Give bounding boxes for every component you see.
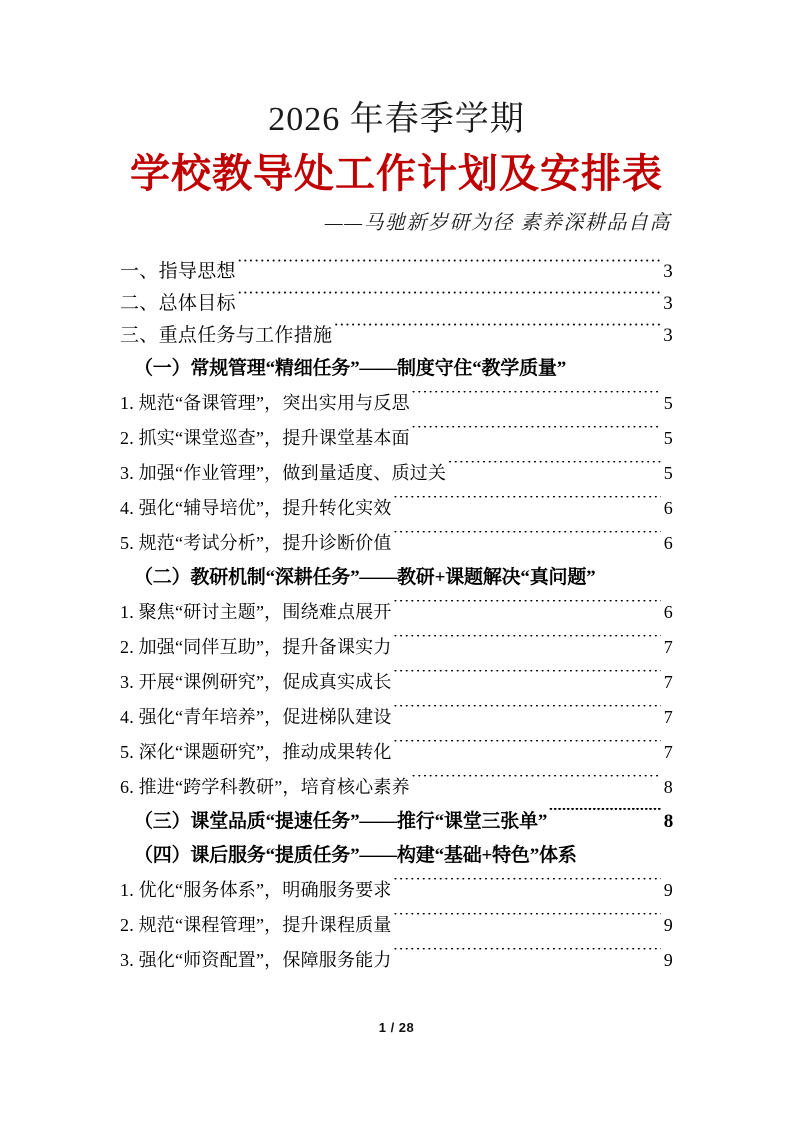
toc-dot-leader [237,258,660,277]
toc-dot-leader [411,426,661,444]
toc-entry[interactable] [120,665,673,700]
toc-entry-label: 1. 优化“服务体系”，明确服务要求 [120,880,392,900]
toc-entry-label: 5. 规范“考试分析”，提升诊断价值 [120,533,392,553]
toc-entry-page-number: 3 [663,261,673,282]
toc-entry-label: 2. 抓实“课堂巡查”，提升课堂基本面 [120,428,410,448]
toc-entry-page-number: 8 [663,811,673,832]
toc-entry[interactable] [120,943,673,978]
toc-entry[interactable] [120,526,673,561]
toc-entry-label: （三）课堂品质“提速任务”——推行“课堂三张单” [134,811,548,832]
toc-entry-page-number: 6 [663,533,673,553]
toc-entry[interactable] [120,839,673,873]
toc-entry-page-number: 9 [663,950,673,970]
toc-dot-leader [393,531,661,549]
toc-entry[interactable] [120,873,673,908]
toc-entry-label: 5. 深化“课题研究”，推动成果转化 [120,742,392,762]
toc-entry-page-number: 5 [663,463,673,483]
toc-entry[interactable] [120,352,673,386]
toc-dot-leader [393,635,661,653]
toc-dot-leader [393,496,661,514]
toc-dot-leader [447,461,661,479]
toc-entry-page-number: 6 [663,602,673,622]
toc-dot-leader [411,391,661,409]
toc-entry-label: （四）课后服务“提质任务”——构建“基础+特色”体系 [134,845,577,866]
toc-dot-leader [393,878,661,896]
toc-entry[interactable] [120,491,673,526]
toc-entry[interactable] [120,700,673,735]
toc-entry-page-number: 9 [663,880,673,900]
toc-entry-label: 1. 聚焦“研讨主题”，围绕难点展开 [120,602,392,622]
toc-entry[interactable] [120,421,673,456]
toc-entry-page-number: 8 [663,777,673,797]
page-title-year: 2026 年春季学期 [268,101,525,138]
toc-entry-page-number: 5 [663,393,673,413]
table-of-contents [120,238,673,978]
toc-entry-label: 1. 规范“备课管理”，突出实用与反思 [120,393,410,413]
toc-entry[interactable] [120,908,673,943]
toc-entry-label: 3. 开展“课例研究”，促成真实成长 [120,672,392,692]
toc-entry[interactable] [120,595,673,630]
toc-entry[interactable] [120,288,673,320]
toc-entry-label: 4. 强化“辅导培优”，提升转化实效 [120,498,392,518]
toc-entry-page-number: 9 [663,915,673,935]
toc-entry-label: 三、重点任务与工作措施 [120,325,333,346]
toc-dot-leader [393,600,661,618]
toc-dot-leader [393,913,661,931]
toc-entry-label: 2. 加强“同伴互助”，提升备课实力 [120,637,392,657]
toc-entry[interactable] [120,735,673,770]
toc-entry[interactable] [120,320,673,352]
toc-entry-page-number: 7 [663,742,673,762]
toc-dot-leader [393,740,661,758]
toc-dot-leader [411,775,661,793]
toc-dot-leader [393,705,661,723]
toc-dot-leader [333,322,660,341]
toc-entry-label: 3. 加强“作业管理”，做到量适度、质过关 [120,463,447,483]
toc-entry-label: （一）常规管理“精细任务”——制度守住“教学质量” [134,358,567,379]
toc-dot-leader [393,670,661,688]
toc-entry-page-number: 3 [663,325,673,346]
toc-dot-leader [548,808,660,827]
toc-entry-label: 3. 强化“师资配置”，保障服务能力 [120,950,392,970]
page-subtitle: ——马驰新岁研为径 素养深耕品自高 [324,212,671,234]
toc-entry[interactable] [120,630,673,665]
toc-entry-page-number: 6 [663,498,673,518]
toc-dot-leader [393,948,661,966]
toc-entry-label: 二、总体目标 [120,293,236,314]
toc-entry-label: 6. 推进“跨学科教研”，培育核心素养 [120,777,410,797]
toc-entry[interactable] [120,770,673,805]
toc-entry-label: 2. 规范“课程管理”，提升课程质量 [120,915,392,935]
toc-entry-page-number: 7 [663,637,673,657]
page-title-main: 学校教导处工作计划及安排表 [130,151,663,196]
toc-entry[interactable] [120,386,673,421]
toc-entry-label: 4. 强化“青年培养”，促进梯队建设 [120,707,392,727]
toc-entry-page-number: 5 [663,428,673,448]
toc-entry[interactable] [120,256,673,288]
toc-entry[interactable] [120,456,673,491]
toc-entry[interactable] [120,561,673,595]
toc-entry-label: 一、指导思想 [120,261,236,282]
toc-dot-leader [237,290,660,309]
toc-entry-page-number: 7 [663,707,673,727]
page-footer-number: 1 / 28 [378,1020,415,1035]
toc-entry-page-number: 3 [663,293,673,314]
toc-entry-page-number: 7 [663,672,673,692]
toc-entry-label: （二）教研机制“深耕任务”——教研+课题解决“真问题” [134,567,596,588]
toc-entry[interactable] [120,805,673,839]
